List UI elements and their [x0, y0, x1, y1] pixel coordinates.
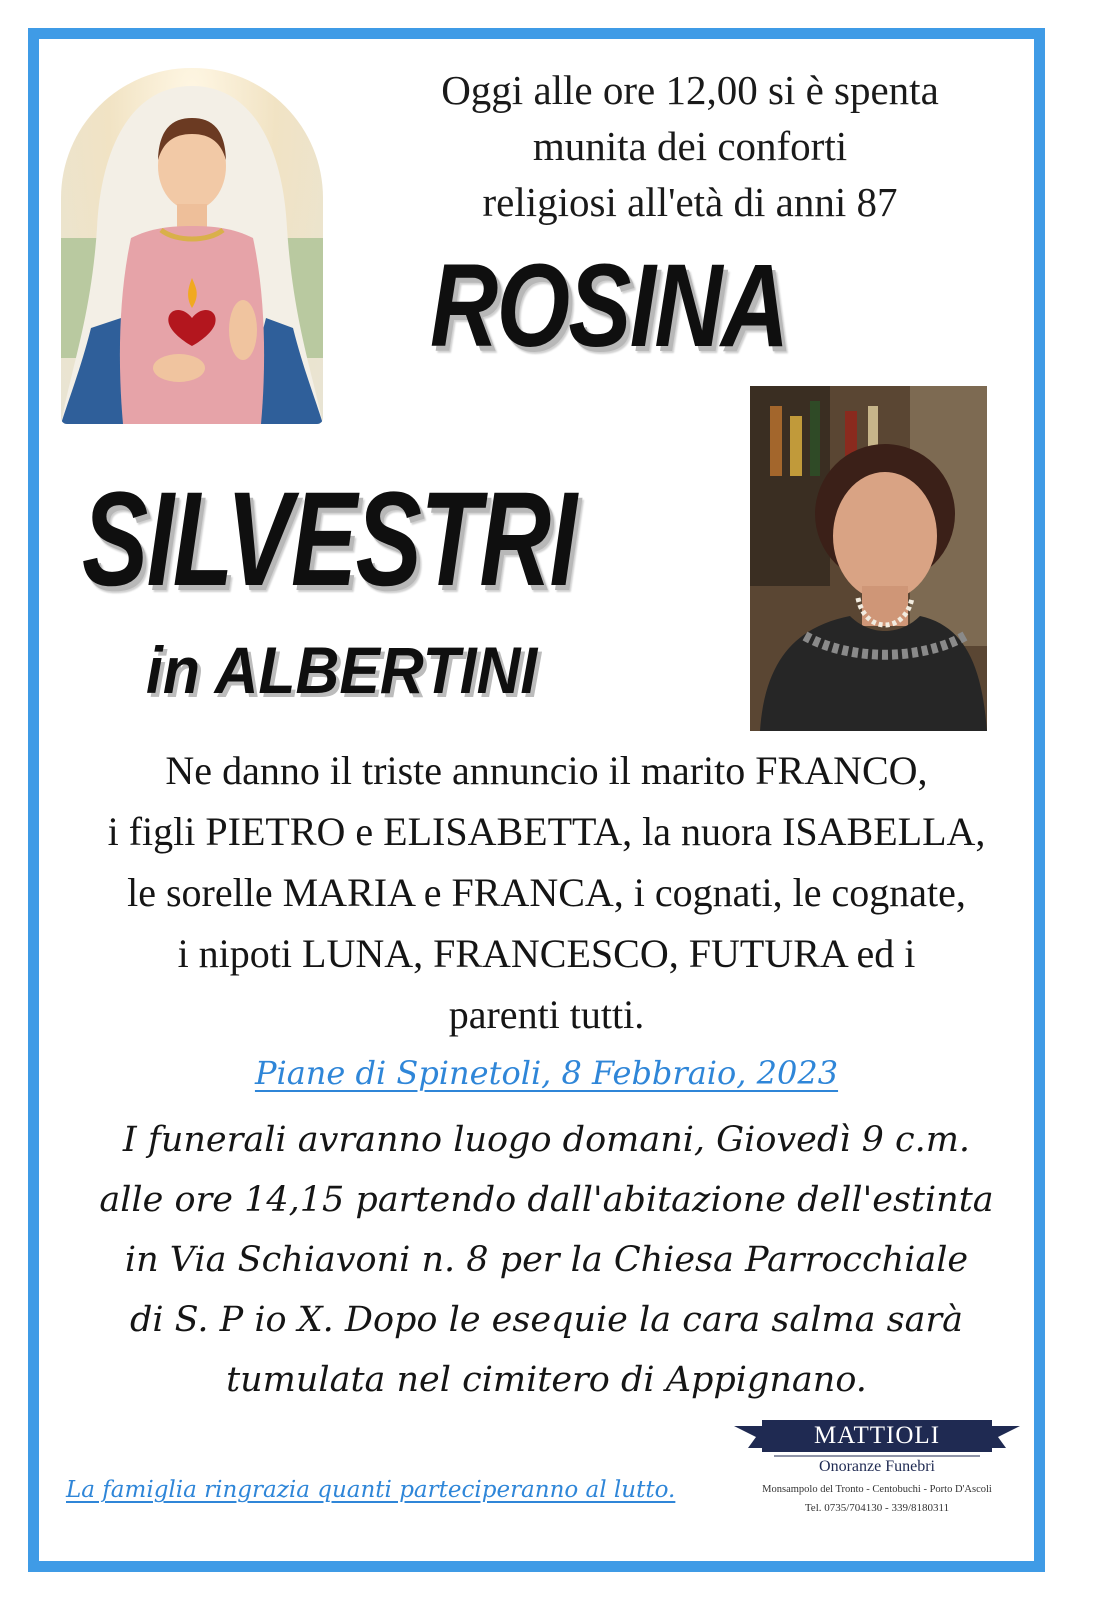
logo-towns: Monsampolo del Tronto - Centobuchi - Porto D'Ascoli: [762, 1484, 992, 1495]
announcement-line: le sorelle MARIA e FRANCA, i cognati, le cognate,: [127, 870, 966, 915]
logo-name: MATTIOLI: [813, 1422, 941, 1449]
announcement-line: i figli PIETRO e ELISABETTA, la nuora ISABELLA,: [107, 809, 986, 854]
thanks-text: La famiglia ringrazia quanti parteciperanno al lutto.: [66, 1477, 676, 1503]
intro-text: [360, 62, 1020, 230]
thanks-note: [66, 1474, 675, 1506]
funeral-line: alle ore 14,15 partendo dall'abitazione dell'estinta: [99, 1180, 994, 1220]
married-name: in ALBERTINI: [146, 633, 538, 707]
funeral-line: in Via Schiavoni n. 8 per la Chiesa Parrocchiale: [124, 1240, 969, 1280]
intro-line-1: Oggi alle ore 12,00 si è spenta: [441, 67, 939, 113]
logo-phone: Tel. 0735/704130 - 339/8180311: [804, 1502, 950, 1514]
funeral-line: di S. P io X. Dopo le esequie la cara salma sarà: [129, 1300, 964, 1340]
funeral-line: I funerali avranno luogo domani, Giovedì 9 c.m.: [122, 1120, 971, 1160]
place-date: [40, 1048, 1053, 1098]
intro-line-2: munita dei conforti: [532, 123, 848, 169]
announcement-line: parenti tutti.: [448, 992, 645, 1037]
announcement-line: i nipoti LUNA, FRANCESCO, FUTURA ed i: [177, 931, 916, 976]
funeral-details: [40, 1110, 1053, 1410]
announcement-line: Ne danno il triste annuncio il marito FRANCO,: [165, 748, 928, 793]
funeral-line: tumulata nel cimitero di Appignano.: [226, 1360, 867, 1400]
intro-line-3: religiosi all'età di anni 87: [482, 179, 898, 225]
logo-subtitle: Onoranze Funebri: [819, 1458, 935, 1475]
portrait-photo: [750, 386, 987, 731]
funeral-home-logo: [734, 1418, 1020, 1488]
first-name: ROSINA: [430, 240, 788, 372]
madonna-image: [61, 68, 323, 424]
announcement-text: [40, 740, 1053, 1045]
last-name: SILVESTRI: [82, 465, 576, 614]
place-date-text: Piane di Spinetoli, 8 Febbraio, 2023: [254, 1054, 839, 1092]
